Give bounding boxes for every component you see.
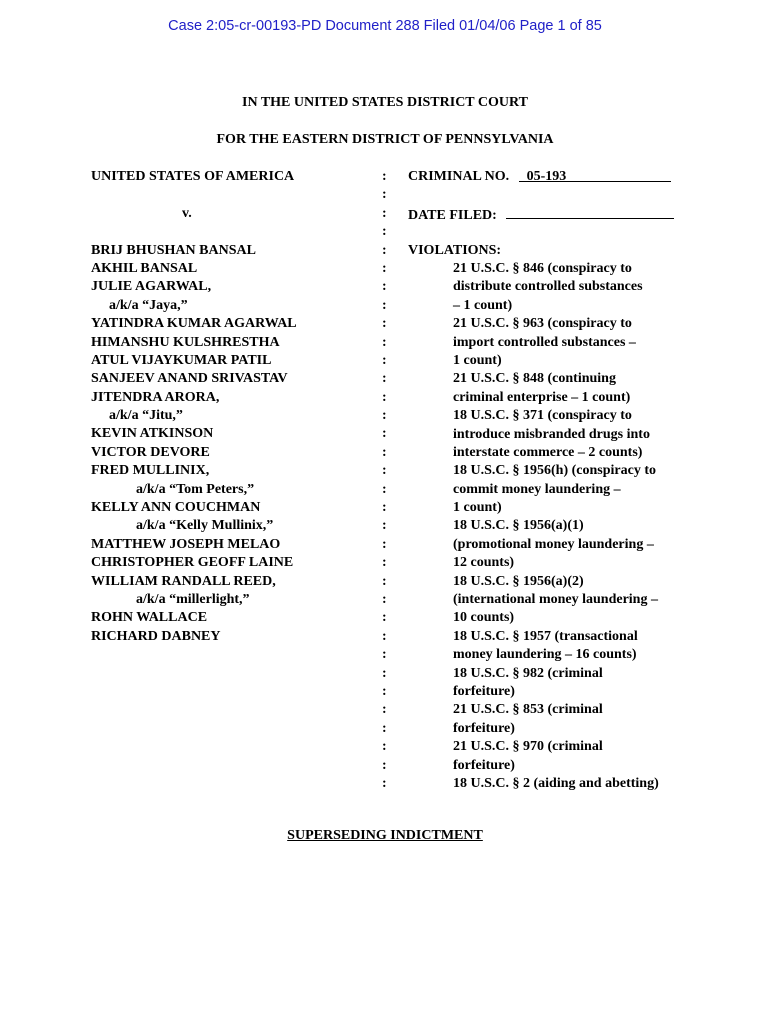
caption-separator: : bbox=[382, 371, 387, 387]
caption-separator: : bbox=[382, 242, 387, 258]
caption-separator: : bbox=[382, 444, 387, 460]
violation-line: 18 U.S.C. § 1956(a)(1) bbox=[453, 518, 584, 534]
violation-line: 21 U.S.C. § 846 (conspiracy to bbox=[453, 261, 632, 276]
defendant-name: RICHARD DABNEY bbox=[91, 628, 221, 644]
criminal-no-field bbox=[519, 168, 671, 182]
violation-line: 18 U.S.C. § 1957 (transactional bbox=[453, 628, 638, 644]
criminal-no-value: 05-193 bbox=[526, 169, 567, 184]
caption-separator: : bbox=[382, 518, 387, 534]
violation-line: commit money laundering – bbox=[453, 481, 621, 497]
caption-separator: : bbox=[382, 224, 387, 240]
violation-line: (promotional money laundering – bbox=[453, 536, 654, 552]
violation-line: 21 U.S.C. § 853 (criminal bbox=[453, 702, 603, 718]
violation-line: 10 counts) bbox=[453, 610, 515, 626]
caption-separator: : bbox=[382, 720, 387, 736]
violations-label: VIOLATIONS: bbox=[408, 242, 502, 258]
violations-list bbox=[453, 260, 659, 793]
violation-line: distribute controlled substances bbox=[453, 279, 643, 295]
caption-separator-column bbox=[382, 168, 387, 793]
caption-separator: : bbox=[382, 426, 387, 442]
defendant-name: BRIJ BHUSHAN BANSAL bbox=[91, 242, 256, 258]
violation-line: forfeiture) bbox=[453, 683, 515, 699]
defendant-name: JULIE AGARWAL, bbox=[91, 279, 212, 295]
caption-separator: : bbox=[382, 683, 387, 699]
defendant-name: CHRISTOPHER GEOFF LAINE bbox=[91, 555, 294, 571]
violation-line: forfeiture) bbox=[453, 757, 515, 773]
violation-line: money laundering – 16 counts) bbox=[453, 647, 637, 663]
violation-line: 1 count) bbox=[453, 500, 502, 516]
violation-line: 21 U.S.C. § 848 (continuing bbox=[453, 371, 616, 387]
violation-line: – 1 count) bbox=[453, 297, 513, 313]
caption-separator: : bbox=[382, 555, 387, 571]
caption-separator: : bbox=[382, 463, 387, 479]
defendant-alias: a/k/a “Tom Peters,” bbox=[136, 481, 255, 497]
title-wrap bbox=[0, 828, 770, 844]
defendant-name: MATTHEW JOSEPH MELAO bbox=[91, 536, 281, 552]
defendant-name: YATINDRA KUMAR AGARWAL bbox=[91, 316, 297, 332]
caption-separator: : bbox=[382, 628, 387, 644]
caption-separator: : bbox=[382, 279, 387, 295]
case-info-column bbox=[408, 168, 674, 260]
defendant-alias: a/k/a “Jaya,” bbox=[109, 297, 188, 313]
caption-separator: : bbox=[382, 334, 387, 350]
caption-separator: : bbox=[382, 389, 387, 405]
caption-separator: : bbox=[382, 702, 387, 718]
defendant-alias: a/k/a “Kelly Mullinix,” bbox=[136, 518, 274, 534]
defendant-name: VICTOR DEVORE bbox=[91, 444, 210, 460]
caption-separator: : bbox=[382, 205, 387, 221]
violation-line: 12 counts) bbox=[453, 555, 515, 571]
violation-line: forfeiture) bbox=[453, 720, 515, 736]
caption-separator: : bbox=[382, 260, 387, 276]
violation-line: criminal enterprise – 1 count) bbox=[453, 389, 631, 405]
ecf-header-stamp: Case 2:05-cr-00193-PD Document 288 Filed 01/04/06 Page 1 of 85 bbox=[168, 18, 602, 34]
defendant-name: SANJEEV ANAND SRIVASTAV bbox=[91, 371, 288, 387]
violation-line: import controlled substances – bbox=[453, 334, 636, 350]
defendant-name: ATUL VIJAYKUMAR PATIL bbox=[91, 352, 272, 368]
caption-separator: : bbox=[382, 739, 387, 755]
district-name: FOR THE EASTERN DISTRICT OF PENNSYLVANIA bbox=[216, 132, 554, 147]
caption-separator: : bbox=[382, 408, 387, 424]
caption-separator: : bbox=[382, 352, 387, 368]
violation-line: 21 U.S.C. § 963 (conspiracy to bbox=[453, 316, 632, 332]
document-title: SUPERSEDING INDICTMENT bbox=[287, 828, 483, 843]
caption-separator: : bbox=[382, 316, 387, 332]
caption-separator: : bbox=[382, 591, 387, 607]
defendant-name: HIMANSHU KULSHRESTHA bbox=[91, 334, 280, 350]
defendant-name: AKHIL BANSAL bbox=[91, 260, 198, 276]
caption-separator: : bbox=[382, 169, 387, 184]
versus-label: v. bbox=[182, 205, 192, 221]
caption-separator: : bbox=[382, 297, 387, 313]
caption-separator: : bbox=[382, 775, 387, 791]
caption-separator: : bbox=[382, 536, 387, 552]
violation-line: 21 U.S.C. § 970 (criminal bbox=[453, 739, 603, 755]
caption-separator: : bbox=[382, 757, 387, 773]
caption-separator: : bbox=[382, 610, 387, 626]
violation-line: introduce misbranded drugs into bbox=[453, 426, 650, 442]
defendant-name: KELLY ANN COUCHMAN bbox=[91, 500, 261, 516]
plaintiff-name: UNITED STATES OF AMERICA bbox=[91, 169, 295, 184]
violation-line: interstate commerce – 2 counts) bbox=[453, 444, 643, 460]
violation-line: 18 U.S.C. § 1956(a)(2) bbox=[453, 573, 584, 589]
caption-separator: : bbox=[382, 573, 387, 589]
date-filed-label: DATE FILED: bbox=[408, 207, 497, 223]
violation-line: 18 U.S.C. § 371 (conspiracy to bbox=[453, 408, 632, 424]
court-name: IN THE UNITED STATES DISTRICT COURT bbox=[242, 95, 528, 110]
criminal-no-label: CRIMINAL NO. bbox=[408, 169, 510, 184]
caption-separator: : bbox=[382, 500, 387, 516]
violation-line: 18 U.S.C. § 982 (criminal bbox=[453, 665, 603, 681]
defendant-name: ROHN WALLACE bbox=[91, 610, 208, 626]
defendant-name: JITENDRA ARORA, bbox=[91, 389, 220, 405]
violation-line: 1 count) bbox=[453, 352, 502, 368]
defendant-alias: a/k/a “Jitu,” bbox=[109, 408, 183, 424]
defendant-name: KEVIN ATKINSON bbox=[91, 426, 214, 442]
caption-separator: : bbox=[382, 481, 387, 497]
caption-separator: : bbox=[382, 187, 387, 203]
defendant-alias: a/k/a “millerlight,” bbox=[136, 591, 250, 607]
caption-separator: : bbox=[382, 665, 387, 681]
caption-separator: : bbox=[382, 647, 387, 663]
violation-line: 18 U.S.C. § 2 (aiding and abetting) bbox=[453, 775, 659, 791]
violation-line: 18 U.S.C. § 1956(h) (conspiracy to bbox=[453, 463, 656, 479]
date-filed-field bbox=[506, 205, 674, 219]
defendant-name: WILLIAM RANDALL REED, bbox=[91, 573, 276, 589]
violation-line: (international money laundering – bbox=[453, 592, 658, 608]
defendant-name: FRED MULLINIX, bbox=[91, 463, 210, 479]
parties-column bbox=[91, 168, 297, 646]
